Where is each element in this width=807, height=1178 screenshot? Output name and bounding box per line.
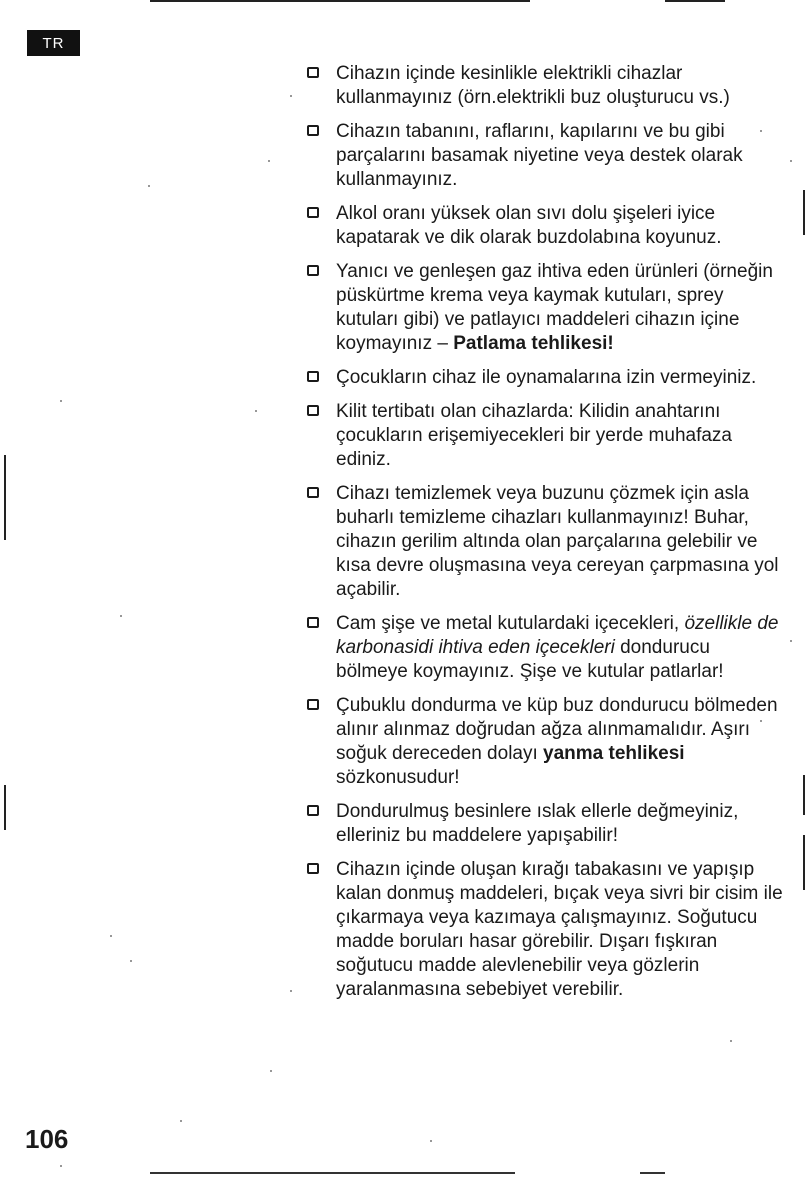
text-run: Çocukların cihaz ile oynamalarına izin vermeyiniz. bbox=[336, 367, 757, 388]
checkbox-bullet-icon bbox=[307, 487, 319, 498]
scan-speckle bbox=[790, 160, 792, 162]
checkbox-bullet-icon bbox=[307, 699, 319, 710]
checkbox-bullet-icon bbox=[307, 207, 319, 218]
scan-speckle bbox=[790, 640, 792, 642]
page-number: 106 bbox=[25, 1124, 69, 1154]
scan-speckle bbox=[110, 935, 112, 937]
text-run: Cihazın içinde oluşan kırağı tabakasını ve yapışıp kalan donmuş maddeleri, bıçak veya sivri bir cisim ile çıkarmaya veya kazımaya çalışmayınız. Soğutucu madde boruları hasar görebilir. Dışarı fışkıran soğutucu madde alevlenebilir veya gözlerin yaralanmasına sebebiyet verebilir. bbox=[336, 859, 783, 1000]
scan-speckle bbox=[60, 400, 62, 402]
bottom-rule bbox=[150, 1172, 515, 1174]
edge-mark bbox=[4, 455, 6, 540]
text-run: Kilit tertibatı olan cihazlarda: Kilidin anahtarını çocukların erişemiyecekleri bir yerde muhafaza ediniz. bbox=[336, 401, 732, 470]
list-item-text bbox=[336, 366, 785, 390]
checkbox-bullet-icon bbox=[307, 371, 319, 382]
scan-speckle bbox=[730, 1040, 732, 1042]
text-run: Çubuklu dondurma ve küp buz dondurucu bölmeden alınır alınmaz doğrudan ağza alınmamalıdır. Aşırı soğuk dereceden dolayı bbox=[336, 695, 778, 764]
checkbox-bullet-icon bbox=[307, 863, 319, 874]
scan-speckle bbox=[180, 1120, 182, 1122]
list-item-text bbox=[336, 800, 785, 848]
top-rule-right bbox=[665, 0, 725, 2]
list-item-text bbox=[336, 120, 785, 192]
checkbox-bullet-icon bbox=[307, 405, 319, 416]
text-run: Cihazın tabanını, raflarını, kapılarını ve bu gibi parçalarını basamak niyetine veya destek olarak kullanmayınız. bbox=[336, 121, 743, 190]
text-run: Dondurulmuş besinlere ıslak ellerle değmeyiniz, elleriniz bu maddelere yapışabilir! bbox=[336, 801, 739, 846]
text-run: sözkonusudur! bbox=[336, 767, 460, 788]
list-item bbox=[305, 482, 785, 602]
text-run: Alkol oranı yüksek olan sıvı dolu şişeleri iyice kapatarak ve dik olarak buzdolabına koyunuz. bbox=[336, 203, 722, 248]
emphasis-bold: Patlama tehlikesi! bbox=[453, 333, 614, 354]
list-item bbox=[305, 612, 785, 684]
list-item bbox=[305, 120, 785, 192]
emphasis-bold: yanma tehlikesi bbox=[543, 743, 685, 764]
list-item bbox=[305, 858, 785, 1002]
list-item bbox=[305, 694, 785, 790]
scan-speckle bbox=[290, 990, 292, 992]
scan-speckle bbox=[60, 1165, 62, 1167]
list-item bbox=[305, 800, 785, 848]
list-item-text bbox=[336, 612, 785, 684]
list-item bbox=[305, 400, 785, 472]
checkbox-bullet-icon bbox=[307, 265, 319, 276]
scan-speckle bbox=[130, 960, 132, 962]
checkbox-bullet-icon bbox=[307, 67, 319, 78]
edge-mark bbox=[4, 785, 6, 830]
edge-mark bbox=[803, 835, 805, 890]
text-run: Cam şişe ve metal kutulardaki içecekleri, bbox=[336, 613, 685, 634]
scan-speckle bbox=[255, 410, 257, 412]
checkbox-bullet-icon bbox=[307, 125, 319, 136]
list-item bbox=[305, 62, 785, 110]
safety-list bbox=[305, 62, 785, 1012]
text-run: Cihazı temizlemek veya buzunu çözmek için asla buharlı temizleme cihazları kullanmayınız! Buhar, cihazın gerilim altında olan parçalarına gelebilir ve kısa devre oluşmasına veya cereyan çarpmasına yol açabilir. bbox=[336, 483, 779, 600]
scan-speckle bbox=[290, 95, 292, 97]
scan-speckle bbox=[120, 615, 122, 617]
list-item-text bbox=[336, 202, 785, 250]
scan-speckle bbox=[148, 185, 150, 187]
scan-speckle bbox=[270, 1070, 272, 1072]
text-run: Yanıcı ve genleşen gaz ihtiva eden ürünleri (örneğin püskürtme krema veya kaymak kutuları, sprey kutuları gibi) ve patlayıcı maddeleri cihazın içine koymayınız – bbox=[336, 261, 773, 354]
list-item bbox=[305, 260, 785, 356]
top-rule bbox=[150, 0, 530, 2]
scan-speckle bbox=[760, 720, 762, 722]
text-run: dondurucu bölmeye koymayınız. Şişe ve kutular patlarlar! bbox=[336, 637, 724, 682]
list-item-text bbox=[336, 260, 785, 356]
scan-speckle bbox=[760, 130, 762, 132]
scan-speckle bbox=[268, 160, 270, 162]
text-run: Cihazın içinde kesinlikle elektrikli cihazlar kullanmayınız (örn.elektrikli buz oluşturucu vs.) bbox=[336, 63, 730, 108]
checkbox-bullet-icon bbox=[307, 805, 319, 816]
list-item-text bbox=[336, 482, 785, 602]
scan-speckle bbox=[430, 1140, 432, 1142]
checkbox-bullet-icon bbox=[307, 617, 319, 628]
emphasis-italic: özellikle de karbonasidi ihtiva eden içecekleri bbox=[336, 613, 779, 658]
edge-mark bbox=[803, 190, 805, 235]
list-item-text bbox=[336, 400, 785, 472]
list-item bbox=[305, 366, 785, 390]
list-item-text bbox=[336, 694, 785, 790]
edge-mark bbox=[803, 775, 805, 815]
list-item-text bbox=[336, 62, 785, 110]
language-badge: TR bbox=[27, 30, 80, 56]
bottom-rule-right bbox=[640, 1172, 665, 1174]
list-item-text bbox=[336, 858, 785, 1002]
list-item bbox=[305, 202, 785, 250]
